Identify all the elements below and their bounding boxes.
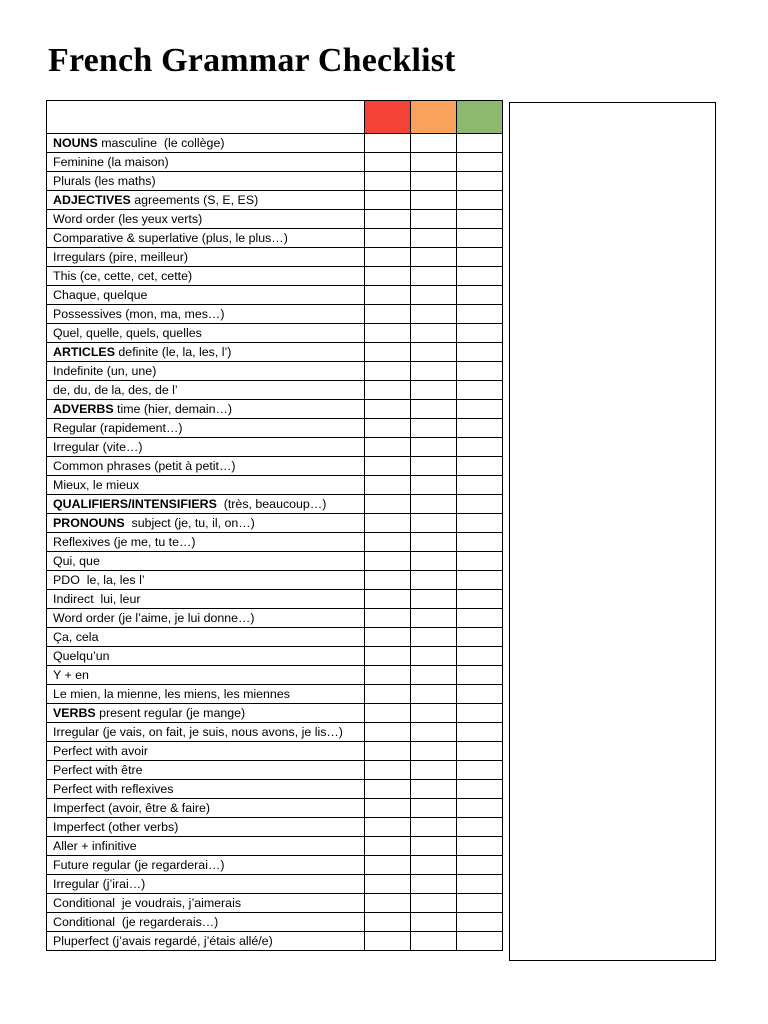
rating-red-checkbox[interactable]	[365, 286, 411, 305]
item-text: Imperfect (avoir, être & faire)	[53, 801, 210, 815]
rating-red-checkbox[interactable]	[365, 153, 411, 172]
section-heading: VERBS	[53, 706, 96, 720]
rating-amber-checkbox[interactable]	[411, 381, 457, 400]
item-text: subject (je, tu, il, on…)	[124, 516, 255, 530]
item-text: Irregular (je vais, on fait, je suis, nous avons, je lis…)	[53, 725, 343, 739]
rating-green-checkbox[interactable]	[457, 894, 503, 913]
item-text: Reflexives (je me, tu te…)	[53, 535, 196, 549]
item-text: Word order (les yeux verts)	[53, 212, 203, 226]
checklist-item-label	[47, 761, 365, 780]
checklist-row	[47, 780, 503, 799]
rating-amber-checkbox[interactable]	[411, 609, 457, 628]
rating-red-checkbox[interactable]	[365, 837, 411, 856]
checklist-item-label	[47, 495, 365, 514]
rating-red-checkbox[interactable]	[365, 552, 411, 571]
rating-green-checkbox[interactable]	[457, 704, 503, 723]
item-text: Irregulars (pire, meilleur)	[53, 250, 188, 264]
rating-red-checkbox[interactable]	[365, 419, 411, 438]
checklist-item-label	[47, 286, 365, 305]
checklist-row	[47, 666, 503, 685]
rating-green-checkbox[interactable]	[457, 134, 503, 153]
checklist-row	[47, 248, 503, 267]
checklist-row	[47, 742, 503, 761]
rating-red-checkbox[interactable]	[365, 210, 411, 229]
item-text: Quelqu’un	[53, 649, 110, 663]
rating-amber-checkbox[interactable]	[411, 647, 457, 666]
rating-green-checkbox[interactable]	[457, 229, 503, 248]
rating-green-checkbox[interactable]	[457, 172, 503, 191]
rating-green-checkbox[interactable]	[457, 666, 503, 685]
rating-red-checkbox[interactable]	[365, 362, 411, 381]
rating-red-checkbox[interactable]	[365, 495, 411, 514]
rating-green-checkbox[interactable]	[457, 932, 503, 951]
rating-green-checkbox[interactable]	[457, 400, 503, 419]
checklist-row	[47, 723, 503, 742]
checklist-item-label	[47, 552, 365, 571]
rating-red-checkbox[interactable]	[365, 590, 411, 609]
checklist-item-label	[47, 856, 365, 875]
rating-green-checkbox[interactable]	[457, 305, 503, 324]
checklist-row	[47, 932, 503, 951]
checklist-row	[47, 533, 503, 552]
checklist-row	[47, 495, 503, 514]
checklist-item-label	[47, 438, 365, 457]
rating-amber-checkbox[interactable]	[411, 495, 457, 514]
page-title: French Grammar Checklist	[48, 42, 456, 79]
rating-green-checkbox[interactable]	[457, 514, 503, 533]
item-text: Plurals (les maths)	[53, 174, 156, 188]
checklist-item-label	[47, 134, 365, 153]
rating-red-checkbox[interactable]	[365, 172, 411, 191]
rating-green-checkbox[interactable]	[457, 685, 503, 704]
rating-green-checkbox[interactable]	[457, 723, 503, 742]
rating-amber-checkbox[interactable]	[411, 514, 457, 533]
item-text: Chaque, quelque	[53, 288, 148, 302]
item-text: Feminine (la maison)	[53, 155, 169, 169]
checklist-row	[47, 856, 503, 875]
rating-green-checkbox[interactable]	[457, 457, 503, 476]
rating-amber-checkbox[interactable]	[411, 286, 457, 305]
checklist-item-label	[47, 894, 365, 913]
section-heading: ARTICLES	[53, 345, 115, 359]
checklist-item-label	[47, 932, 365, 951]
rating-amber-checkbox[interactable]	[411, 362, 457, 381]
rating-amber-checkbox[interactable]	[411, 704, 457, 723]
rating-red-checkbox[interactable]	[365, 894, 411, 913]
item-text: agreements (S, E, ES)	[130, 193, 259, 207]
checklist-row	[47, 153, 503, 172]
checklist-item-label	[47, 400, 365, 419]
rating-green-checkbox[interactable]	[457, 210, 503, 229]
checklist-row	[47, 229, 503, 248]
checklist-item-label	[47, 343, 365, 362]
item-text: present regular (je mange)	[95, 706, 246, 720]
item-text: Comparative & superlative (plus, le plus…)	[53, 231, 288, 245]
checklist-row	[47, 419, 503, 438]
rating-red-checkbox[interactable]	[365, 666, 411, 685]
rating-green-checkbox[interactable]	[457, 742, 503, 761]
item-text: Mieux, le mieux	[53, 478, 140, 492]
item-text: Pluperfect (j’avais regardé, j’étais allé/e)	[53, 934, 273, 948]
rating-amber-checkbox[interactable]	[411, 248, 457, 267]
rating-header-row	[47, 101, 503, 134]
rating-red-checkbox[interactable]	[365, 780, 411, 799]
rating-amber-checkbox[interactable]	[411, 837, 457, 856]
checklist-row	[47, 818, 503, 837]
checklist-row	[47, 324, 503, 343]
item-text: Perfect with avoir	[53, 744, 149, 758]
rating-red-checkbox[interactable]	[365, 628, 411, 647]
rating-amber-checkbox[interactable]	[411, 153, 457, 172]
checklist-row	[47, 457, 503, 476]
rating-red-checkbox[interactable]	[365, 609, 411, 628]
rating-green-checkbox[interactable]	[457, 628, 503, 647]
rating-amber-checkbox[interactable]	[411, 856, 457, 875]
rating-green-checkbox[interactable]	[457, 780, 503, 799]
rating-amber-checkbox[interactable]	[411, 571, 457, 590]
rating-red-checkbox[interactable]	[365, 533, 411, 552]
rating-red-checkbox[interactable]	[365, 343, 411, 362]
rating-red-checkbox[interactable]	[365, 324, 411, 343]
checklist-item-label	[47, 647, 365, 666]
rating-red-checkbox[interactable]	[365, 685, 411, 704]
checklist-row	[47, 476, 503, 495]
item-text: Perfect with être	[53, 763, 143, 777]
rating-red-checkbox[interactable]	[365, 856, 411, 875]
checklist-row	[47, 647, 503, 666]
checklist-row	[47, 286, 503, 305]
rating-red-checkbox[interactable]	[365, 761, 411, 780]
rating-amber-checkbox[interactable]	[411, 457, 457, 476]
rating-amber-checkbox[interactable]	[411, 723, 457, 742]
item-text: Word order (je l’aime, je lui donne…)	[53, 611, 255, 625]
item-text: Quel, quelle, quels, quelles	[53, 326, 202, 340]
rating-green-checkbox[interactable]	[457, 913, 503, 932]
item-text: Conditional je voudrais, j’aimerais	[53, 896, 242, 910]
checklist-item-label	[47, 875, 365, 894]
checklist-row	[47, 343, 503, 362]
checklist-item-label	[47, 381, 365, 400]
item-text: Indefinite (un, une)	[53, 364, 157, 378]
checklist-row	[47, 305, 503, 324]
rating-amber-checkbox[interactable]	[411, 913, 457, 932]
checklist-row	[47, 761, 503, 780]
item-text: de, du, de la, des, de l’	[53, 383, 178, 397]
item-text: Regular (rapidement…)	[53, 421, 183, 435]
rating-green-checkbox[interactable]	[457, 419, 503, 438]
rating-amber-header	[411, 101, 457, 134]
red-swatch	[365, 101, 410, 133]
rating-green-checkbox[interactable]	[457, 856, 503, 875]
item-text: Aller + infinitive	[53, 839, 137, 853]
checklist-item-label	[47, 305, 365, 324]
rating-green-checkbox[interactable]	[457, 343, 503, 362]
rating-red-checkbox[interactable]	[365, 438, 411, 457]
checklist-item-label	[47, 571, 365, 590]
rating-amber-checkbox[interactable]	[411, 552, 457, 571]
rating-green-checkbox[interactable]	[457, 761, 503, 780]
rating-red-checkbox[interactable]	[365, 514, 411, 533]
item-text: Conditional (je regarderais…)	[53, 915, 219, 929]
checklist-row	[47, 552, 503, 571]
checklist-item-label	[47, 210, 365, 229]
rating-amber-checkbox[interactable]	[411, 533, 457, 552]
section-heading: NOUNS	[53, 136, 98, 150]
rating-red-checkbox[interactable]	[365, 704, 411, 723]
notes-box[interactable]	[509, 102, 716, 961]
rating-green-checkbox[interactable]	[457, 590, 503, 609]
section-heading: ADVERBS	[53, 402, 114, 416]
item-text: (très, beaucoup…)	[216, 497, 327, 511]
rating-amber-checkbox[interactable]	[411, 134, 457, 153]
checklist-row	[47, 875, 503, 894]
checklist-row	[47, 571, 503, 590]
item-text: PDO le, la, les l’	[53, 573, 145, 587]
rating-green-checkbox[interactable]	[457, 818, 503, 837]
rating-green-checkbox[interactable]	[457, 609, 503, 628]
section-heading: PRONOUNS	[53, 516, 125, 530]
rating-red-checkbox[interactable]	[365, 381, 411, 400]
checklist-row	[47, 362, 503, 381]
checklist-row	[47, 134, 503, 153]
item-text: Y + en	[53, 668, 89, 682]
item-text: Irregular (vite…)	[53, 440, 143, 454]
rating-amber-checkbox[interactable]	[411, 761, 457, 780]
rating-red-checkbox[interactable]	[365, 267, 411, 286]
checklist-row	[47, 172, 503, 191]
rating-amber-checkbox[interactable]	[411, 267, 457, 286]
rating-green-checkbox[interactable]	[457, 381, 503, 400]
rating-red-checkbox[interactable]	[365, 400, 411, 419]
checklist-item-label	[47, 742, 365, 761]
rating-green-checkbox[interactable]	[457, 324, 503, 343]
checklist-row	[47, 438, 503, 457]
checklist-item-label	[47, 837, 365, 856]
rating-amber-checkbox[interactable]	[411, 818, 457, 837]
checklist-row	[47, 381, 503, 400]
rating-red-checkbox[interactable]	[365, 305, 411, 324]
checklist-item-label	[47, 324, 365, 343]
rating-red-checkbox[interactable]	[365, 191, 411, 210]
checklist-item-label	[47, 153, 365, 172]
item-text: Perfect with reflexives	[53, 782, 174, 796]
rating-amber-checkbox[interactable]	[411, 666, 457, 685]
checklist-item-label	[47, 913, 365, 932]
item-text: Common phrases (petit à petit…)	[53, 459, 236, 473]
rating-green-checkbox[interactable]	[457, 571, 503, 590]
checklist-item-label	[47, 172, 365, 191]
rating-green-checkbox[interactable]	[457, 837, 503, 856]
rating-amber-checkbox[interactable]	[411, 191, 457, 210]
checklist-row	[47, 837, 503, 856]
checklist-item-label	[47, 704, 365, 723]
rating-red-checkbox[interactable]	[365, 799, 411, 818]
item-text: Le mien, la mienne, les miens, les miennes	[53, 687, 290, 701]
checklist-item-label	[47, 362, 365, 381]
rating-green-checkbox[interactable]	[457, 647, 503, 666]
rating-amber-checkbox[interactable]	[411, 780, 457, 799]
item-text: Possessives (mon, ma, mes…)	[53, 307, 225, 321]
rating-amber-checkbox[interactable]	[411, 799, 457, 818]
rating-green-checkbox[interactable]	[457, 153, 503, 172]
rating-green-checkbox[interactable]	[457, 267, 503, 286]
checklist-row	[47, 400, 503, 419]
rating-amber-checkbox[interactable]	[411, 343, 457, 362]
rating-green-checkbox[interactable]	[457, 875, 503, 894]
checklist-item-label	[47, 780, 365, 799]
item-text: Irregular (j’irai…)	[53, 877, 146, 891]
checklist-row	[47, 267, 503, 286]
item-text: time (hier, demain…)	[113, 402, 233, 416]
rating-red-header	[365, 101, 411, 134]
rating-amber-checkbox[interactable]	[411, 305, 457, 324]
rating-amber-checkbox[interactable]	[411, 875, 457, 894]
rating-amber-checkbox[interactable]	[411, 210, 457, 229]
checklist-row	[47, 590, 503, 609]
checklist-item-label	[47, 248, 365, 267]
item-text: Imperfect (other verbs)	[53, 820, 179, 834]
rating-red-checkbox[interactable]	[365, 476, 411, 495]
checklist-row	[47, 210, 503, 229]
item-text: masculine (le collège)	[97, 136, 225, 150]
checklist-item-label	[47, 533, 365, 552]
item-text: Indirect lui, leur	[53, 592, 141, 606]
green-swatch	[457, 101, 502, 133]
rating-amber-checkbox[interactable]	[411, 932, 457, 951]
checklist-row	[47, 514, 503, 533]
rating-amber-checkbox[interactable]	[411, 229, 457, 248]
rating-amber-checkbox[interactable]	[411, 476, 457, 495]
checklist-row	[47, 191, 503, 210]
rating-red-checkbox[interactable]	[365, 742, 411, 761]
checklist-item-label	[47, 191, 365, 210]
rating-red-checkbox[interactable]	[365, 647, 411, 666]
checklist-item-label	[47, 685, 365, 704]
checklist-item-label	[47, 723, 365, 742]
rating-red-checkbox[interactable]	[365, 932, 411, 951]
section-heading: QUALIFIERS/INTENSIFIERS	[53, 497, 217, 511]
rating-green-checkbox[interactable]	[457, 552, 503, 571]
checklist-item-label	[47, 267, 365, 286]
rating-green-checkbox[interactable]	[457, 533, 503, 552]
rating-red-checkbox[interactable]	[365, 913, 411, 932]
rating-green-checkbox[interactable]	[457, 495, 503, 514]
header-blank-cell	[47, 101, 365, 134]
rating-amber-checkbox[interactable]	[411, 400, 457, 419]
checklist-item-label	[47, 666, 365, 685]
checklist-item-label	[47, 514, 365, 533]
checklist-row	[47, 704, 503, 723]
item-text: Qui, que	[53, 554, 100, 568]
rating-green-checkbox[interactable]	[457, 286, 503, 305]
rating-amber-checkbox[interactable]	[411, 324, 457, 343]
checklist-item-label	[47, 609, 365, 628]
rating-red-checkbox[interactable]	[365, 248, 411, 267]
checklist-row	[47, 609, 503, 628]
rating-red-checkbox[interactable]	[365, 134, 411, 153]
checklist-row	[47, 799, 503, 818]
rating-red-checkbox[interactable]	[365, 875, 411, 894]
rating-red-checkbox[interactable]	[365, 818, 411, 837]
rating-green-header	[457, 101, 503, 134]
rating-amber-checkbox[interactable]	[411, 685, 457, 704]
checklist-item-label	[47, 476, 365, 495]
rating-red-checkbox[interactable]	[365, 229, 411, 248]
rating-green-checkbox[interactable]	[457, 191, 503, 210]
checklist-item-label	[47, 818, 365, 837]
checklist-table	[46, 100, 503, 951]
rating-amber-checkbox[interactable]	[411, 590, 457, 609]
checklist-item-label	[47, 628, 365, 647]
checklist-row	[47, 894, 503, 913]
item-text: Future regular (je regarderai…)	[53, 858, 225, 872]
checklist-row	[47, 628, 503, 647]
rating-red-checkbox[interactable]	[365, 457, 411, 476]
rating-green-checkbox[interactable]	[457, 799, 503, 818]
rating-amber-checkbox[interactable]	[411, 438, 457, 457]
checklist-item-label	[47, 457, 365, 476]
rating-red-checkbox[interactable]	[365, 571, 411, 590]
rating-amber-checkbox[interactable]	[411, 894, 457, 913]
checklist-item-label	[47, 590, 365, 609]
checklist-row	[47, 913, 503, 932]
item-text: definite (le, la, les, l’)	[114, 345, 232, 359]
rating-amber-checkbox[interactable]	[411, 628, 457, 647]
rating-amber-checkbox[interactable]	[411, 419, 457, 438]
item-text: Ça, cela	[53, 630, 99, 644]
rating-red-checkbox[interactable]	[365, 723, 411, 742]
checklist-item-label	[47, 799, 365, 818]
rating-amber-checkbox[interactable]	[411, 742, 457, 761]
checklist-item-label	[47, 419, 365, 438]
checklist-row	[47, 685, 503, 704]
rating-green-checkbox[interactable]	[457, 476, 503, 495]
amber-swatch	[411, 101, 456, 133]
item-text: This (ce, cette, cet, cette)	[53, 269, 193, 283]
checklist-item-label	[47, 229, 365, 248]
rating-green-checkbox[interactable]	[457, 362, 503, 381]
rating-green-checkbox[interactable]	[457, 248, 503, 267]
rating-amber-checkbox[interactable]	[411, 172, 457, 191]
section-heading: ADJECTIVES	[53, 193, 131, 207]
rating-green-checkbox[interactable]	[457, 438, 503, 457]
